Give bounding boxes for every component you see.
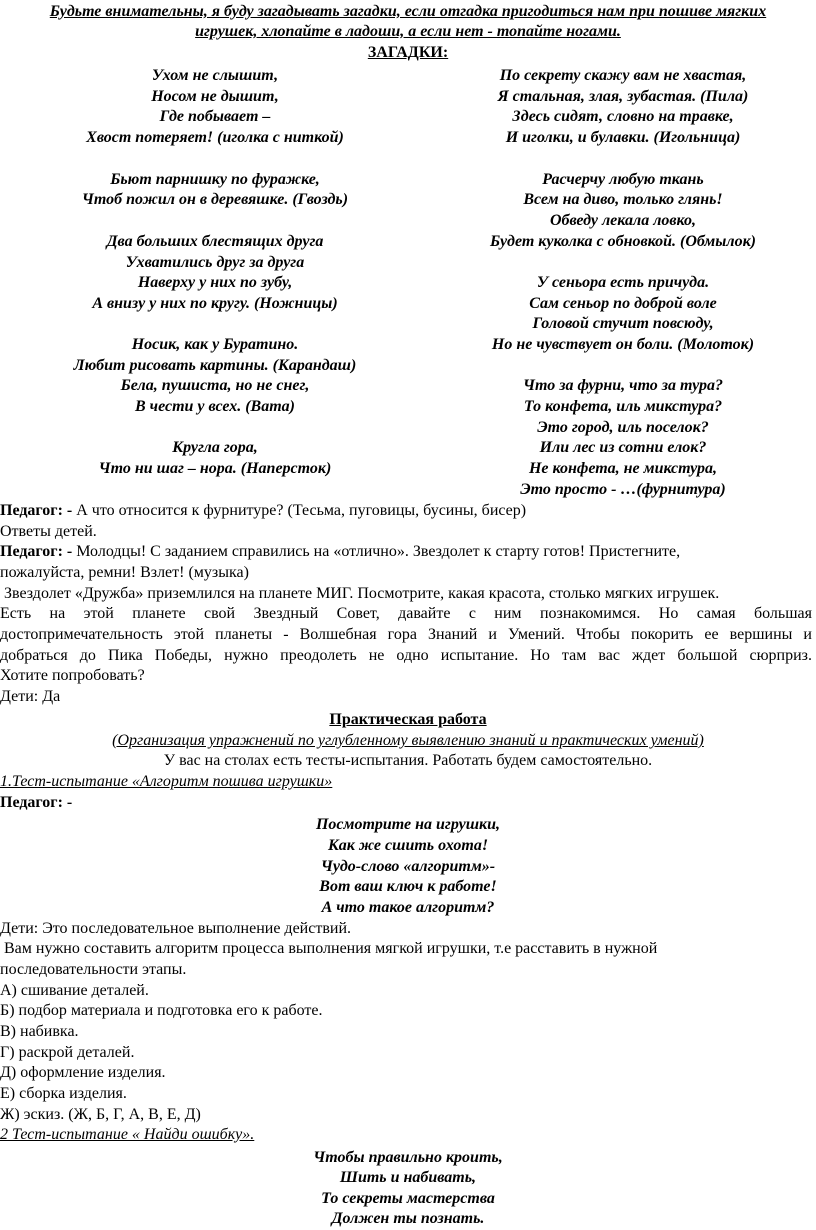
riddle-line: Не конфета, не микстура, (528, 460, 718, 477)
riddle-line: Кругла гора, (172, 439, 258, 456)
riddle-line: Обведу лекала ловко, (549, 212, 697, 229)
riddle-line: Что ни шаг – нора. (Наперсток) (98, 460, 332, 477)
practical-subtitle: (Организация упражнений по углубленному выявлению знаний и практических умений) (112, 732, 704, 749)
teacher-label: Педагог: - (0, 502, 73, 519)
story-line-1: Звездолет «Дружба» приземлился на планете МИГ. Посмотрите, какая красота, столько мягких игрушек. (4, 585, 720, 602)
riddle-line: Головой стучит повсюду, (532, 315, 714, 332)
list-item: Б) подбор материала и подготовка его к работе. (0, 1002, 323, 1019)
teacher-label: Педагог: - (0, 543, 73, 560)
riddle-line: Но не чувствует он боли. (Молоток) (491, 336, 755, 353)
riddle-line: Носик, как у Буратино. (131, 336, 299, 353)
riddle-line: Бела, пушиста, но не снег, (120, 377, 310, 394)
riddle-line: Ухом не слышит, (151, 67, 279, 84)
teacher-praise-text: Молодцы! С заданием справились на «отлично». Звездолет к старту готов! Пристегните, (76, 543, 681, 560)
teacher-praise-line-2: пожалуйста, ремни! Взлет! (музыка) (0, 564, 249, 581)
test2-title: 2 Тест-испытание « Найди ошибку». (0, 1126, 255, 1143)
story-line-5: Хотите попробовать? (0, 667, 145, 684)
list-item: В) набивка. (0, 1023, 79, 1040)
riddle-line: Ухватились друг за друга (125, 254, 305, 271)
practical-note: У вас на столах есть тесты-испытания. Работать будем самостоятельно. (163, 752, 653, 769)
riddle-line: Всем на диво, только глянь! (523, 191, 723, 208)
list-item: Д) оформление изделия. (0, 1064, 166, 1081)
riddle-line: Что за фурни, что за тура? (523, 377, 723, 394)
list-item: Г) раскрой деталей. (0, 1044, 135, 1061)
riddle-line: Здесь сидят, словно на травке, (512, 108, 734, 125)
poem-line: Шить и набивать, (339, 1169, 477, 1186)
teacher-question (0, 501, 526, 522)
children-yes: Дети: Да (0, 688, 61, 705)
poem-line: Посмотрите на игрушки, (315, 816, 501, 833)
poem-line: Должен ты познать. (331, 1210, 485, 1227)
test1-title: 1.Тест-испытание «Алгоритм пошива игрушки» (0, 773, 333, 790)
intro-line-2: игрушек, хлопайте в ладоши, а если нет - топайте ногами. (195, 23, 621, 40)
riddle-line: Любит рисовать картины. (Карандаш) (73, 357, 357, 374)
riddle-line: Два больших блестящих друга (106, 233, 324, 250)
riddle-line: Чтоб пожил он в деревяшке. (Гвоздь) (81, 191, 349, 208)
riddle-line: У сеньора есть причуда. (536, 274, 710, 291)
list-item: Ж) эскиз. (Ж, Б, Г, А, В, Е, Д) (0, 1106, 201, 1123)
riddle-line: То конфета, иль микстура? (523, 398, 723, 415)
children-answers: Ответы детей. (0, 523, 97, 540)
practical-title: Практическая работа (329, 711, 487, 728)
intro-line-1: Будьте внимательны, я буду загадывать загадки, если отгадка пригодиться нам при пошиве мягких (49, 3, 767, 20)
riddle-line: Хвост потеряет! (иголка с ниткой) (86, 129, 344, 146)
poem-line: Чудо-слово «алгоритм»- (320, 858, 496, 875)
riddle-line: И иголки, и булавки. (Игольница) (505, 129, 741, 146)
story-line-3: достопримечательность этой планеты - Волшебная гора Знаний и Умений. Чтобы покорить ее вершины и (0, 626, 812, 643)
riddle-line: Это город, иль поселок? (537, 419, 709, 436)
riddle-line: Расчерчу любую ткань (542, 171, 704, 188)
list-item: А) сшивание деталей. (0, 982, 149, 999)
riddle-line: Или лес из сотни елок? (539, 439, 707, 456)
poem-line: Чтобы правильно кроить, (313, 1149, 503, 1166)
poem-line: То секреты мастерства (321, 1190, 495, 1207)
riddle-line: Я стальная, злая, зубастая. (Пила) (497, 88, 749, 105)
riddle-line: Где побывает – (159, 108, 271, 125)
riddles-title: ЗАГАДКИ: (367, 44, 449, 61)
riddle-line: Носом не дышит, (151, 88, 279, 105)
task-line-2: последовательности этапы. (0, 961, 187, 978)
riddle-line: По секрету скажу вам не хвастая, (499, 67, 747, 84)
story-line-2: Есть на этой планете свой Звездный Совет, давайте с ним познакомимся. Но самая большая (0, 605, 812, 622)
riddle-line: Будет куколка с обновкой. (Обмылок) (489, 233, 756, 250)
riddle-line: Это просто - …(фурнитура) (520, 481, 726, 498)
list-item: Е) сборка изделия. (0, 1085, 127, 1102)
riddle-line: В чести у всех. (Вата) (135, 398, 295, 415)
riddle-line: А внизу у них по кругу. (Ножницы) (92, 295, 338, 312)
teacher-label: Педагог: - (0, 794, 73, 811)
teacher-question-text: А что относится к фурнитуре? (Тесьма, пуговицы, бусины, бисер) (76, 502, 527, 519)
story-line-4: добраться до Пика Победы, нужно преодолеть не одно испытание. Но там вас ждет большой сюрприз. (0, 647, 812, 664)
poem-line: Вот ваш ключ к работе! (319, 878, 497, 895)
riddle-line: Наверху у них по зубу, (137, 274, 293, 291)
riddle-line: Бьют парнишку по фуражке, (110, 171, 320, 188)
teacher-praise-line-1 (0, 542, 680, 563)
riddle-line: Сам сеньор по доброй воле (529, 295, 717, 312)
poem-line: Как же сшить охота! (327, 837, 489, 854)
task-line-1: Вам нужно составить алгоритм процесса выполнения мягкой игрушки, т.е расставить в нужной (4, 940, 658, 957)
children-answer-algorithm: Дети: Это последовательное выполнение действий. (0, 920, 352, 937)
poem-line: А что такое алгоритм? (321, 899, 495, 916)
